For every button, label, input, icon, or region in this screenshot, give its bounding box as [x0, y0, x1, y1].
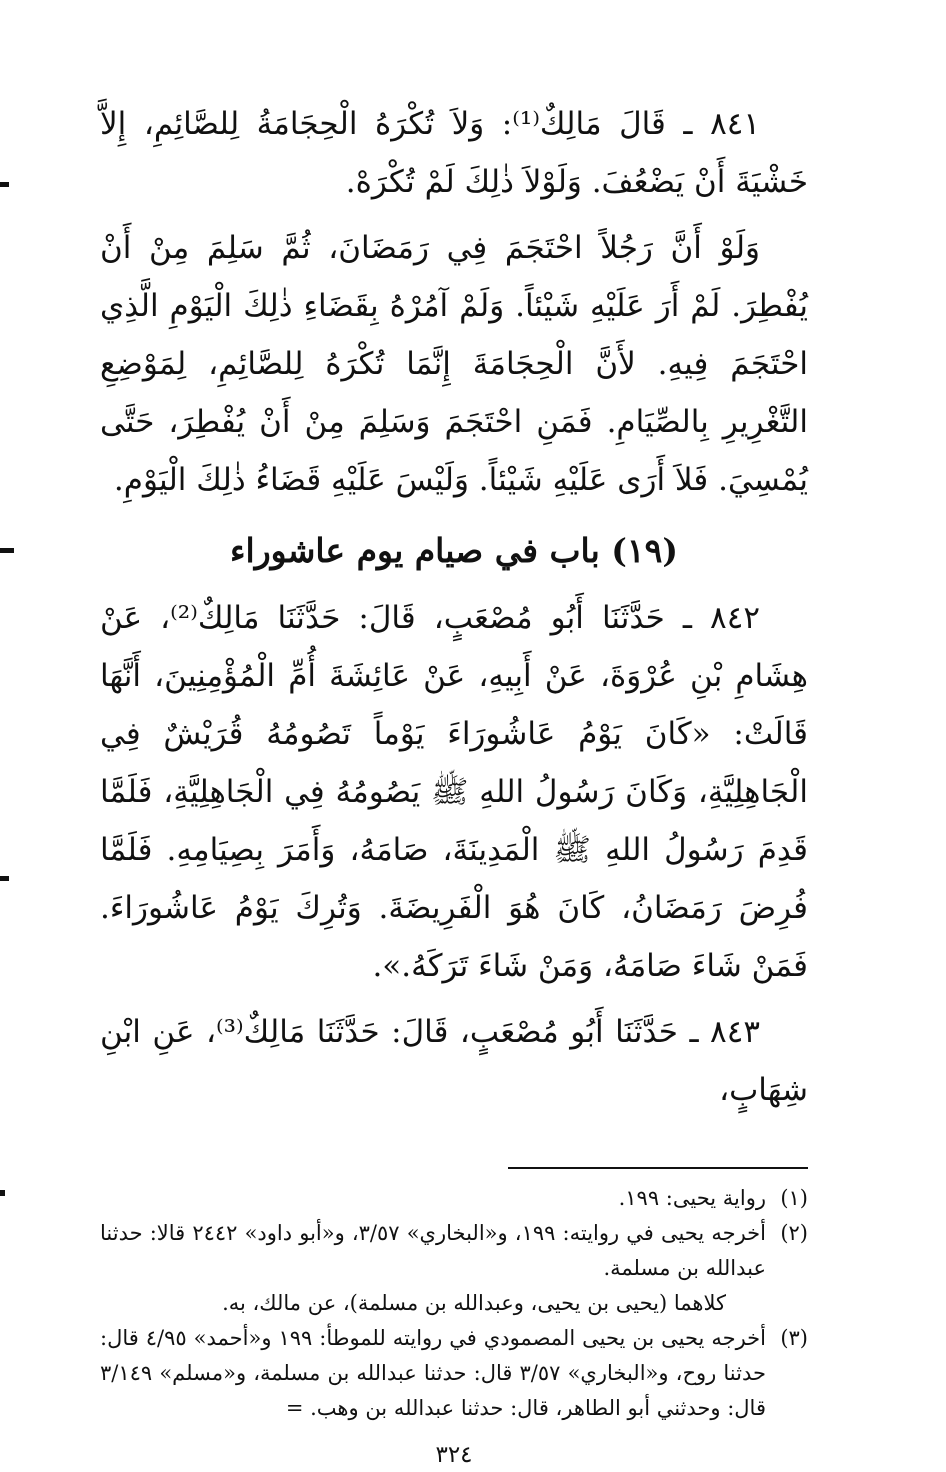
footnote-2	[100, 1216, 808, 1286]
footnote-text: أخرجه يحيى بن يحيى المصمودي في روايته للموطأ: ١٩٩ و«أحمد» ٤/٩٥ قال: حدثنا روح، و«البخاري» ٣/٥٧ قال: حدثنا عبدالله بن مسلمة، و«مسلم» ٣/١٤٩ قال: وحدثني أبو الطاهر، قال: حدثنا عبدالله بن وهب. =	[100, 1326, 766, 1420]
paragraph-843: ٨٤٣ ـ حَدَّثَنَا أَبُو مُصْعَبٍ، قَالَ: حَدَّثَنَا مَالِكٌ⁽³⁾، عَنِ ابْنِ شِهَابٍ،	[100, 1014, 808, 1108]
book-page	[100, 95, 808, 1472]
footnote-2-continuation: كلاهما (يحيى بن يحيى، وعبدالله بن مسلمة)، عن مالك، به.	[222, 1291, 726, 1315]
footnote-number: (٣)	[780, 1326, 808, 1350]
paragraph-841-cont: وَلَوْ أَنَّ رَجُلاً احْتَجَمَ فِي رَمَضَانَ، ثُمَّ سَلِمَ مِنْ أَنْ يُفْطِرَ. لَمْ أَرَ عَلَيْهِ شَيْئاً. وَلَمْ آمُرْهُ بِقَضَاءِ ذٰلِكَ الْيَوْمِ الَّذِي احْتَجَمَ فِيهِ. لأَنَّ الْحِجَامَةَ إِنَّمَا تُكْرَهُ لِلصَّائِمِ، لِمَوْضِعِ التَّغْرِيرِ بِالصِّيَامِ. فَمَنِ احْتَجَمَ وَسَلِمَ مِنْ أَنْ يُفْطِرَ، حَتَّى يُمْسِيَ. فَلاَ أَرَى عَلَيْهِ شَيْئاً. وَلَيْسَ عَلَيْهِ قَضَاءُ ذٰلِكَ الْيَوْمِ.	[100, 230, 808, 498]
margin-mark	[0, 182, 9, 187]
chapter-heading: (١٩) باب في صيام يوم عاشوراء	[230, 531, 678, 570]
margin-mark	[0, 548, 14, 553]
footnote-number: (١)	[780, 1186, 808, 1210]
margin-mark	[0, 876, 9, 881]
footnote-text: أخرجه يحيى في روايته: ١٩٩، و«البخاري» ٣/٥٧، و«أبو داود» ٢٤٤٢ قالا: حدثنا عبدالله بن مسلمة.	[100, 1221, 766, 1280]
paragraph-841: ٨٤١ ـ قَالَ مَالِكٌ⁽¹⁾: وَلاَ تُكْرَهُ الْحِجَامَةُ لِلصَّائِمِ، إِلاَّ خَشْيَةَ أَنْ يَضْعُفَ. وَلَوْلاَ ذٰلِكَ لَمْ تُكْرَهْ.	[100, 106, 808, 200]
paragraph-842: ٨٤٢ ـ حَدَّثَنَا أَبُو مُصْعَبٍ، قَالَ: حَدَّثَنَا مَالِكٌ⁽²⁾، عَنْ هِشَامِ بْنِ عُرْوَةَ، عَنْ أَبِيهِ، عَنْ عَائِشَةَ أُمِّ الْمُؤْمِنِينَ، أَنَّهَا قَالَتْ: «كَانَ يَوْمُ عَاشُورَاءَ يَوْماً تَصُومُهُ قُرَيْشٌ فِي الْجَاهِلِيَّةِ، وَكَانَ رَسُولُ اللهِ ﷺ يَصُومُهُ فِي الْجَاهِلِيَّةِ، فَلَمَّا قَدِمَ رَسُولُ اللهِ ﷺ الْمَدِينَةَ، صَامَهُ، وَأَمَرَ بِصِيَامِهِ. فَلَمَّا فُرِضَ رَمَضَانُ، كَانَ هُوَ الْفَرِيضَةَ. وَتُرِكَ يَوْمُ عَاشُورَاءَ. فَمَنْ شَاءَ صَامَهُ، وَمَنْ شَاءَ تَرَكَهُ.».	[100, 600, 808, 984]
margin-mark	[0, 1190, 5, 1196]
footnote-text: رواية يحيى: ١٩٩.	[618, 1186, 766, 1210]
footnote-number: (٢)	[780, 1221, 808, 1245]
footnote-divider	[508, 1167, 808, 1169]
footnote-1	[100, 1181, 808, 1216]
footnote-3	[100, 1321, 808, 1426]
page-number: ٣٢٤	[435, 1442, 473, 1468]
